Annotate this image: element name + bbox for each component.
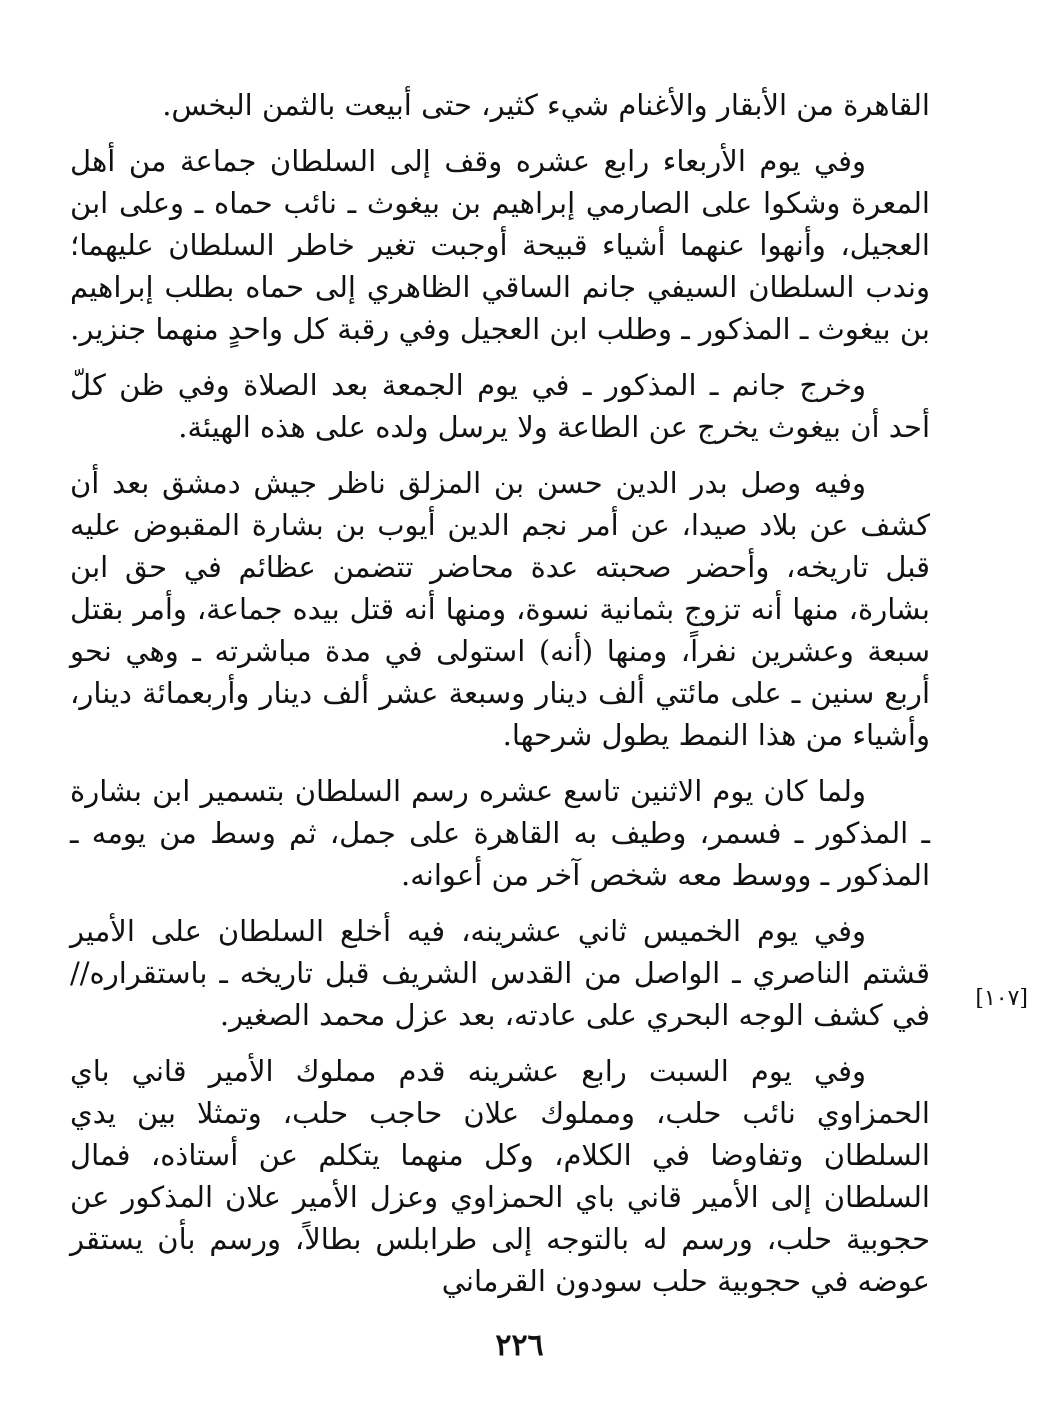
paragraph-7: وفي يوم السبت رابع عشرينه قدم مملوك الأمير قاني باي الحمزاوي نائب حلب، ومملوك علان حاجب حلب، وتمثلا بين يدي السلطان وتفاوضا في الكلام، وكل منهما يتكلم عن أستاذه، فمال السلطان إلى الأمير قاني باي الحمزاوي وعزل الأمير علان المذكور عن حجوبية حلب، ورسم له بالتوجه إلى طرابلس بطالاً، ورسم بأن يستقر عوضه في حجوبية حلب سودون القرماني [70,1054,930,1298]
main-text [70,84,930,1316]
manuscript-folio-marker: [١٠٧] [975,986,1028,1011]
paragraph-5: ولما كان يوم الاثنين تاسع عشره رسم السلطان بتسمير ابن بشارة ـ المذكور ـ فسمر، وطيف به القاهرة على جمل، ثم وسط من يومه ـ المذكور ـ ووسط معه شخص آخر من أعوانه. [70,774,930,892]
paragraph-2: وفي يوم الأربعاء رابع عشره وقف إلى السلطان جماعة من أهل المعرة وشكوا على الصارمي إبراهيم بن بيغوث ـ نائب حماه ـ وعلى ابن العجيل، وأنهوا عنهما أشياء قبيحة أوجبت تغير خاطر السلطان عليهما؛ وندب السلطان السيفي جانم الساقي الظاهري إلى حماه بطلب إبراهيم بن بيغوث ـ المذكور ـ وطلب ابن العجيل وفي رقبة كل واحدٍ منهما جنزير. [70,144,930,346]
page-number: ٢٢٦ [495,1328,544,1363]
paragraph-3: وخرج جانم ـ المذكور ـ في يوم الجمعة بعد الصلاة وفي ظن كلّ أحد أن بيغوث يخرج عن الطاعة ولا يرسل ولده على هذه الهيئة. [70,368,930,444]
paragraph-6: وفي يوم الخميس ثاني عشرينه، فيه أخلع السلطان على الأمير قشتم الناصري ـ الواصل من القدس الشريف قبل تاريخه ـ باستقراره// في كشف الوجه البحري على عادته، بعد عزل محمد الصغير. [70,914,930,1032]
paragraph-4: وفيه وصل بدر الدين حسن بن المزلق ناظر جيش دمشق بعد أن كشف عن بلاد صيدا، عن أمر نجم الدين أيوب بن بشارة المقبوض عليه قبل تاريخه، وأحضر صحبته عدة محاضر تتضمن عظائم في حق ابن بشارة، منها أنه تزوج بثمانية نسوة، ومنها أنه قتل بيده جماعة، وأمر بقتل سبعة وعشرين نفراً، ومنها (أنه) استولى في مدة مباشرته ـ وهي نحو أربع سنين ـ على مائتي ألف دينار وسبعة عشر ألف دينار وأربعمائة دينار، وأشياء من هذا النمط يطول شرحها. [70,466,930,752]
paragraph-1: القاهرة من الأبقار والأغنام شيء كثير، حتى أبيعت بالثمن البخس. [162,88,930,122]
